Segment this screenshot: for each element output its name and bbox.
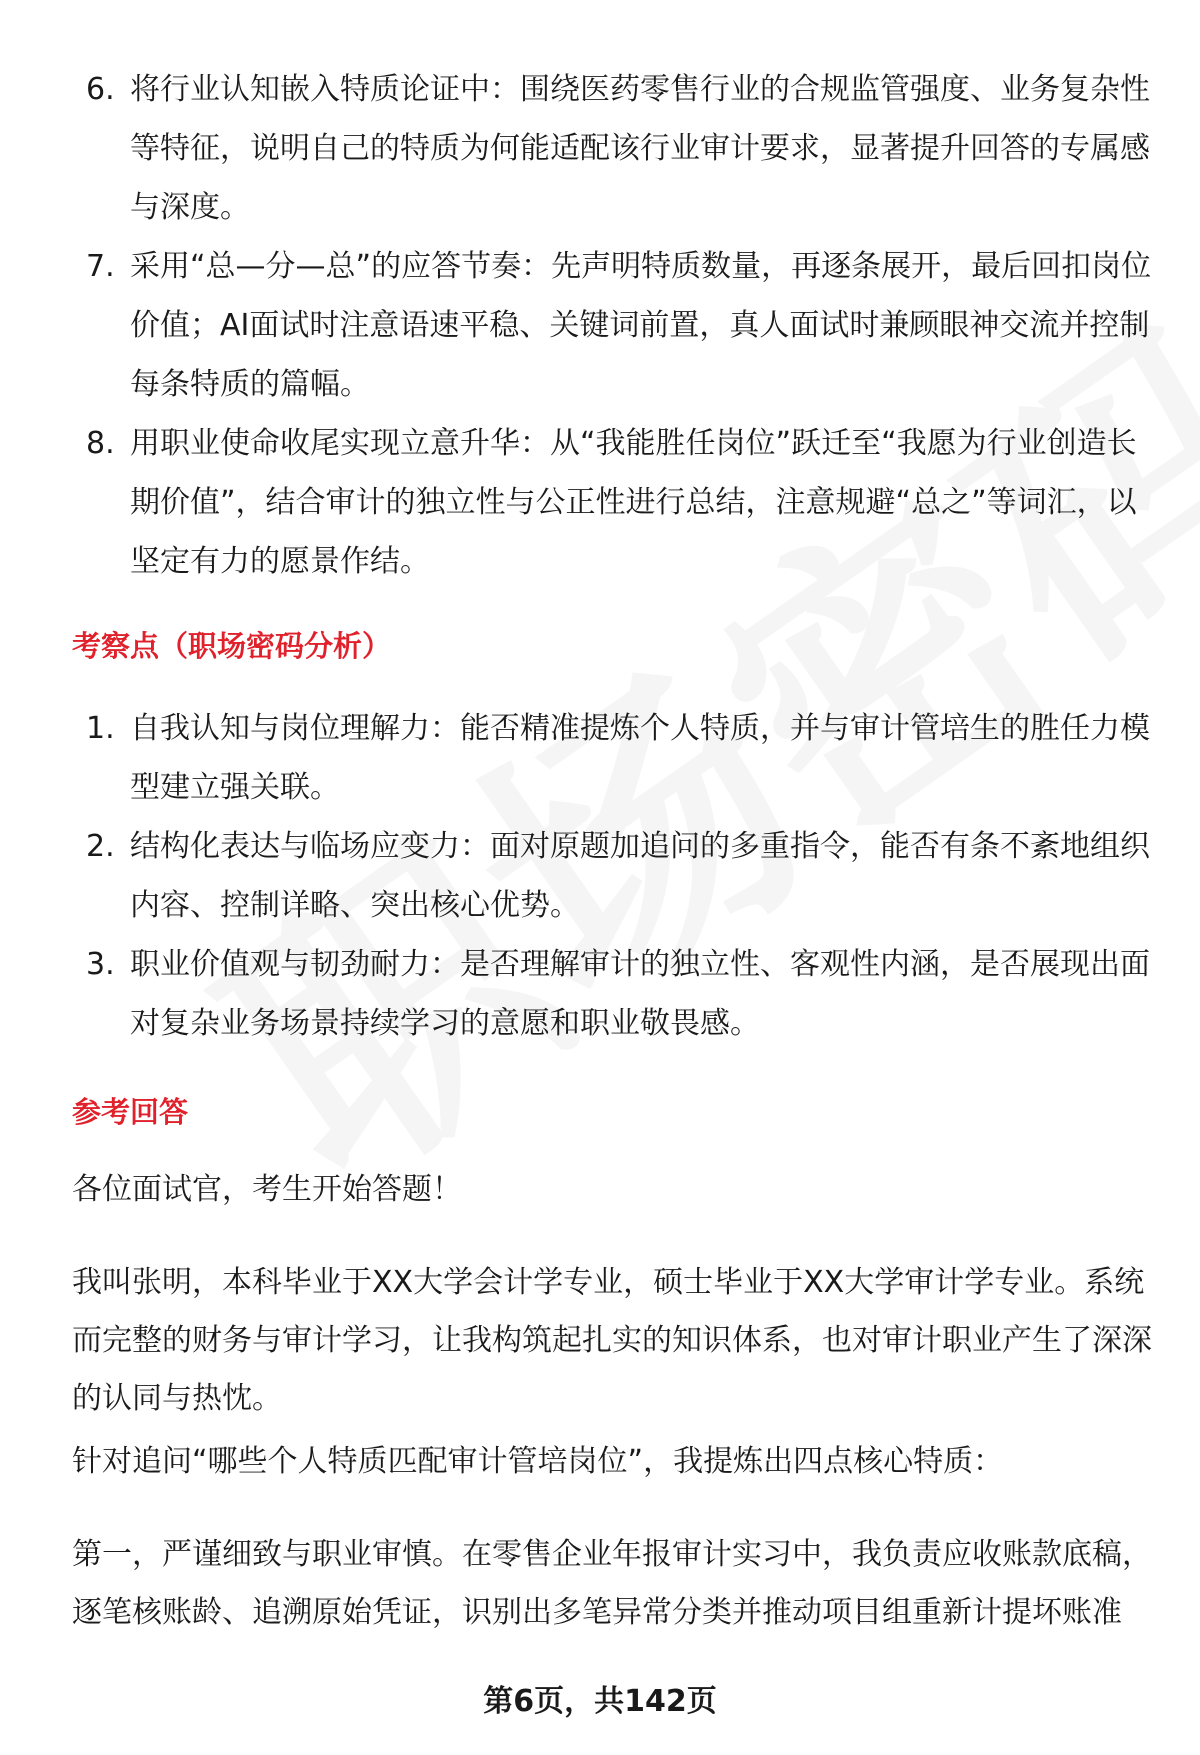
section-heading-points: 考察点（职场密码分析） (72, 629, 392, 663)
list-item (72, 817, 1152, 935)
list-item-text: 结构化表达与临场应变力：面对原题加追问的多重指令，能否有条不紊地组织内容、控制详略、突出核心优势。 (130, 829, 1150, 923)
list-item-number: 7. (86, 249, 115, 284)
list-item-text: 职业价值观与韧劲耐力：是否理解审计的独立性、客观性内涵，是否展现出面对复杂业务场景持续学习的意愿和职业敬畏感。 (130, 947, 1150, 1041)
list-item-text: 用职业使命收尾实现立意升华：从“我能胜任岗位”跃迁至“我愿为行业创造长期价值”，结合审计的独立性与公正性进行总结，注意规避“总之”等词汇，以坚定有力的愿景作结。 (130, 426, 1137, 579)
answer-paragraph: 第一，严谨细致与职业审慎。在零售企业年报审计实习中，我负责应收账款底稿，逐笔核账龄、追溯原始凭证，识别出多笔异常分类并推动项目组重新计提坏账准 (72, 1537, 1152, 1630)
list-item-number: 1. (86, 711, 115, 746)
list-item-number: 8. (86, 426, 115, 461)
answer-paragraph: 针对追问“哪些个人特质匹配审计管培岗位”，我提炼出四点核心特质： (72, 1444, 1004, 1479)
list-item (72, 237, 1152, 414)
answer-paragraph: 各位面试官，考生开始答题！ (72, 1172, 462, 1207)
list-item-text: 将行业认知嵌入特质论证中：围绕医药零售行业的合规监管强度、业务复杂性等特征，说明自己的特质为何能适配该行业审计要求，显著提升回答的专属感与深度。 (130, 72, 1150, 225)
list-item-number: 2. (86, 829, 115, 864)
section-heading-answer: 参考回答 (72, 1095, 189, 1129)
list-item (72, 60, 1152, 237)
list-item (72, 414, 1152, 591)
answer-paragraph: 我叫张明，本科毕业于XX大学会计学专业，硕士毕业于XX大学审计学专业。系统而完整的财务与审计学习，让我构筑起扎实的知识体系，也对审计职业产生了深深的认同与热忱。 (72, 1265, 1152, 1416)
page-number-footer: 第6页，共142页 (483, 1684, 717, 1719)
list-item-text: 自我认知与岗位理解力：能否精准提炼个人特质，并与审计管培生的胜任力模型建立强关联。 (130, 711, 1150, 805)
list-item-text: 采用“总—分—总”的应答节奏：先声明特质数量，再逐条展开，最后回扣岗位价值；AI面试时注意语速平稳、关键词前置，真人面试时兼顾眼神交流并控制每条特质的篇幅。 (130, 249, 1152, 402)
list-item-number: 6. (86, 72, 115, 107)
points-list (72, 699, 1152, 1053)
tips-list (72, 60, 1152, 591)
list-item (72, 935, 1152, 1053)
list-item (72, 699, 1152, 817)
list-item-number: 3. (86, 947, 115, 982)
